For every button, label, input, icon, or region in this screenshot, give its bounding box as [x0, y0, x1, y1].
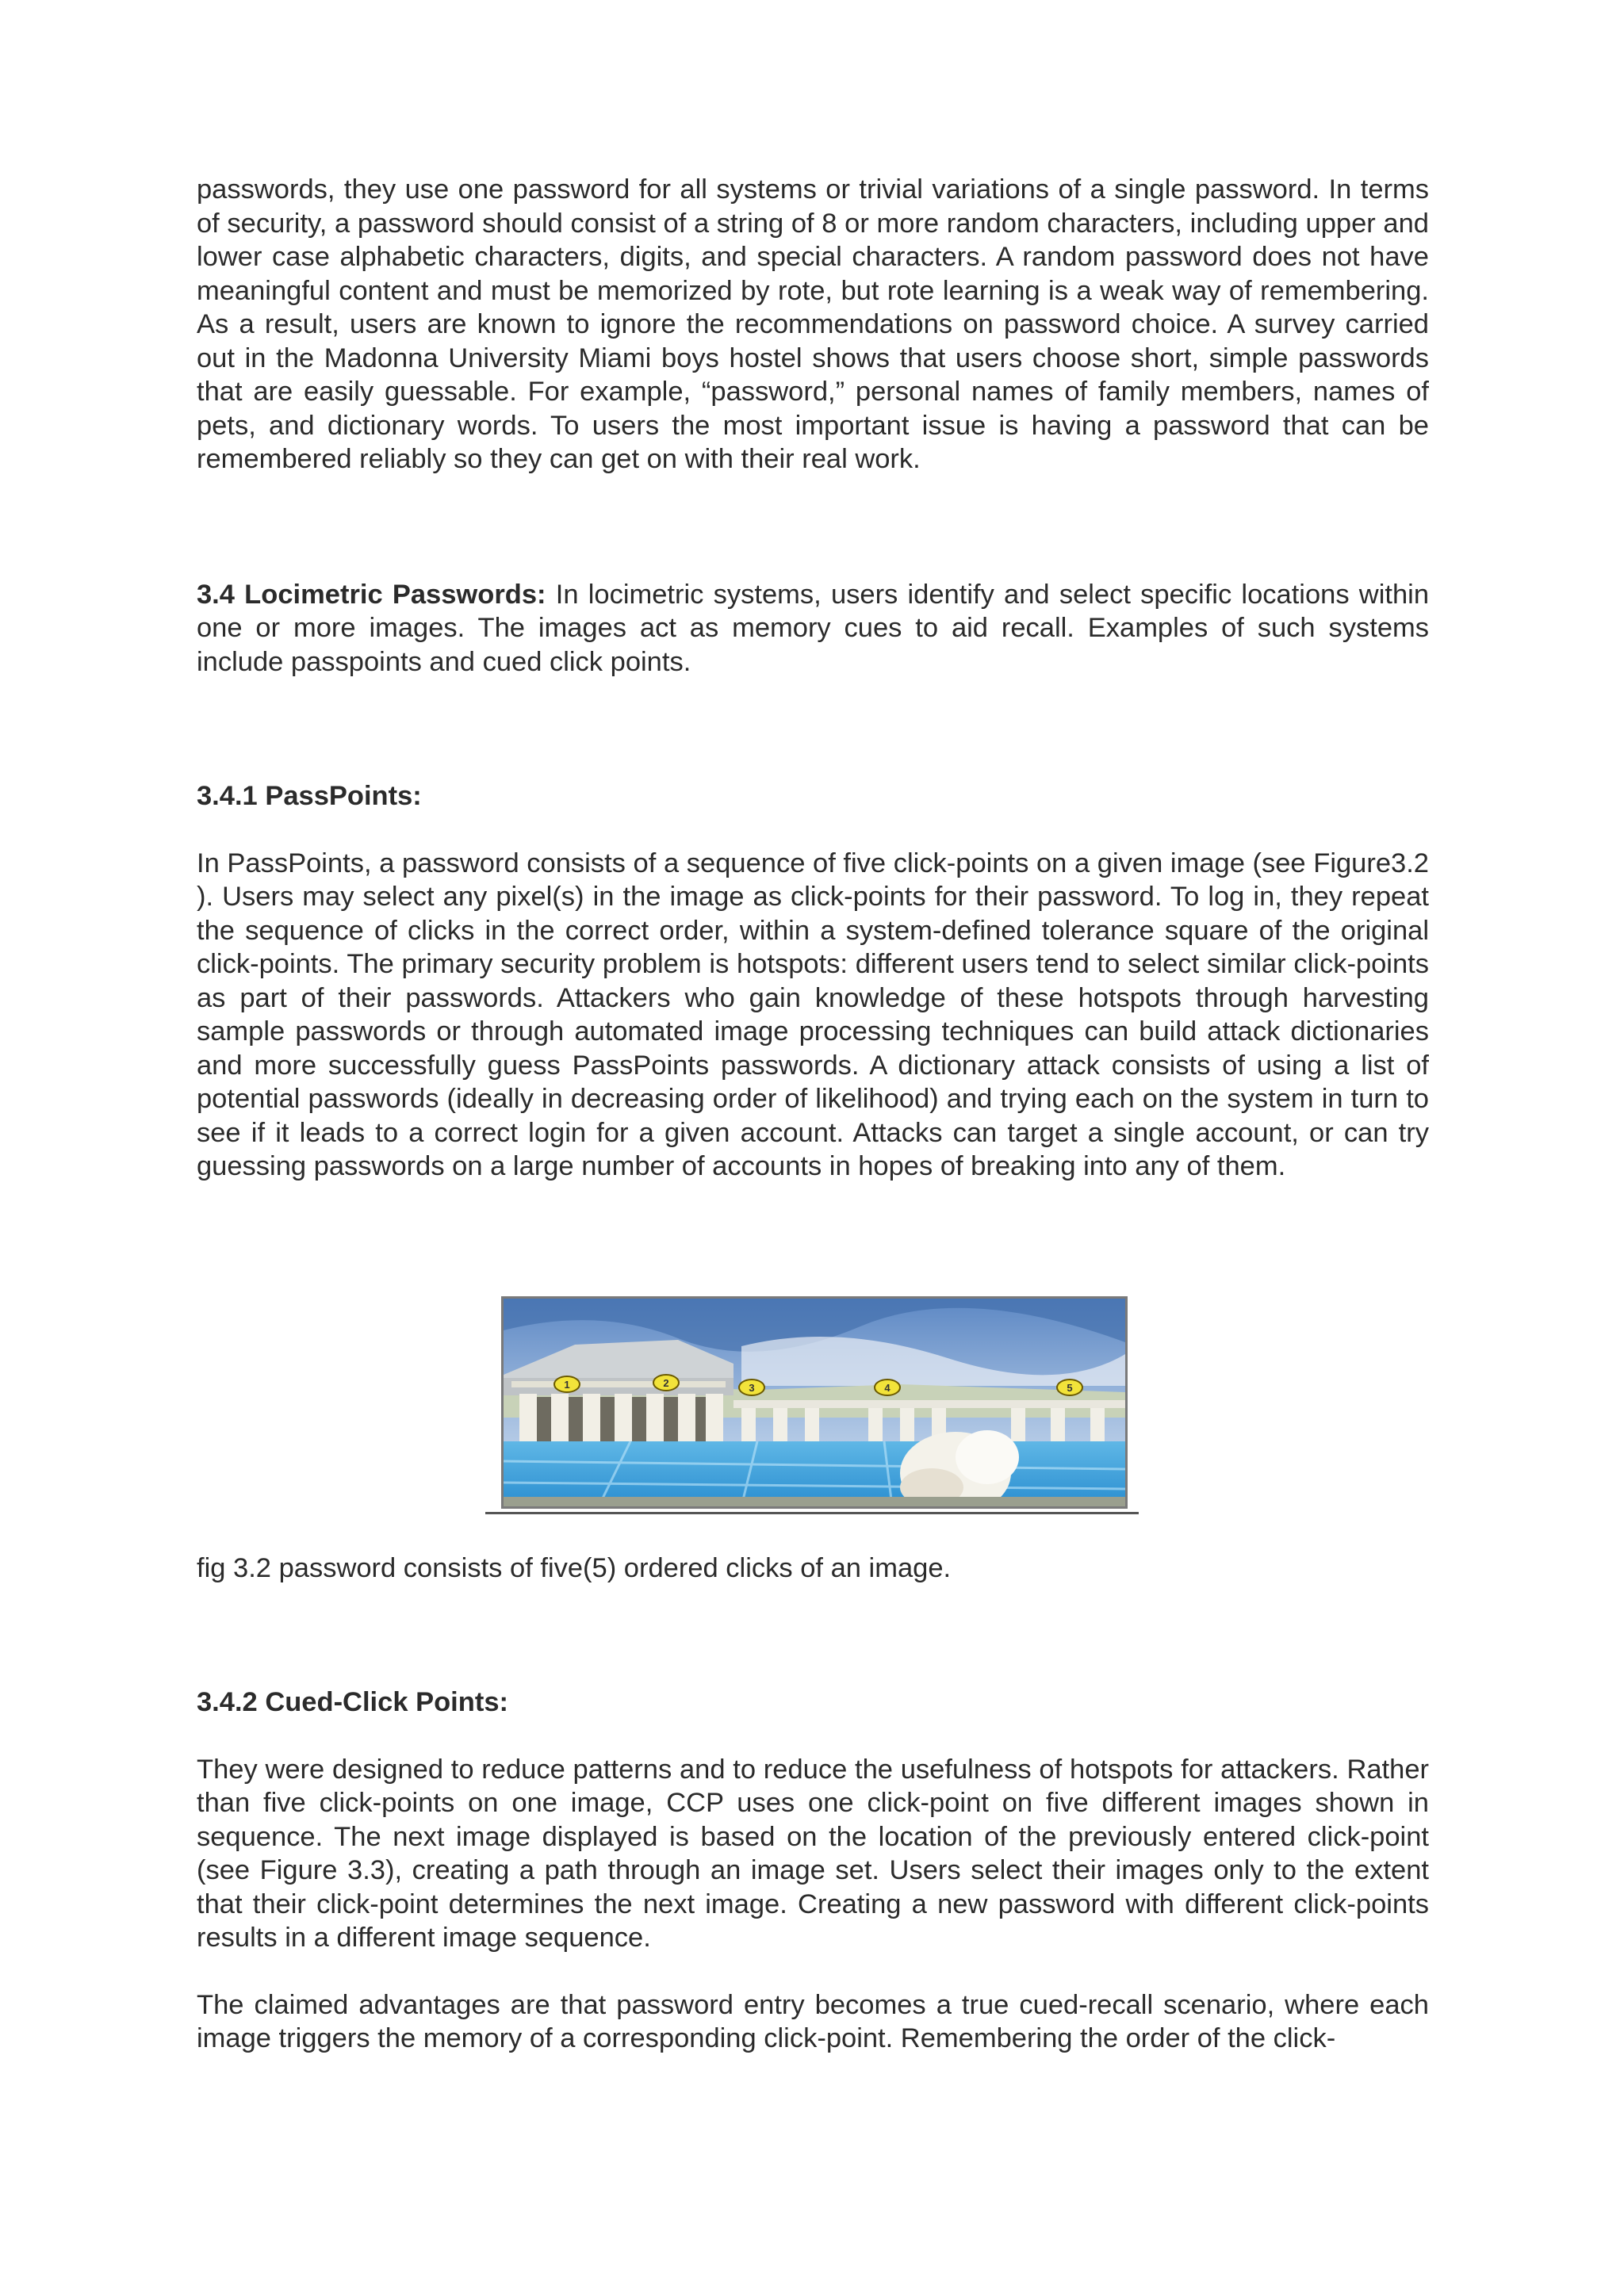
- svg-text:2: 2: [663, 1376, 669, 1389]
- heading-passpoints: 3.4.1 PassPoints:: [197, 781, 422, 811]
- click-marker-2: [653, 1375, 679, 1391]
- section-locimetric: [197, 578, 1429, 679]
- click-marker-1: [554, 1376, 580, 1392]
- click-marker-3: [739, 1380, 764, 1395]
- paragraph-locimetric: In locimetric systems, users identify and select specific locations within one or more images. The images act as memory cues to aid recall. Examples of such systems include passpoints and cued click points.: [197, 579, 1430, 677]
- svg-text:5: 5: [1067, 1381, 1073, 1394]
- svg-text:3: 3: [749, 1381, 755, 1394]
- click-marker-5: [1057, 1380, 1082, 1395]
- svg-text:4: 4: [884, 1381, 891, 1394]
- paragraph-passwords: passwords, they use one password for all systems or trivial variations of a single password. In terms of security, a password should consist of a string of 8 or more random characters, including upper and lower case alphabetic characters, digits, and special characters. A random password does not have meaningful content and must be memorized by rote, but rote learning is a weak way of remembering. As a result, users are known to ignore the recommendations on password choice. A survey carried out in the Madonna University Miami boys hostel shows that users choose short, simple passwords that are easily guessable. For example, “password,” personal names of family members, names of pets, and dictionary words. To users the most important issue is having a password that can be remembered reliably so they can get on with their real work.: [197, 174, 1429, 474]
- pool-temple-picture: [504, 1299, 1125, 1506]
- paragraph-ccp-2: The claimed advantages are that password entry becomes a true cued-recall scenario, where each image triggers the memory of a corresponding click-point. Remembering the order of the click-: [197, 1989, 1429, 2053]
- svg-text:1: 1: [564, 1378, 570, 1391]
- paragraph-passpoints: In PassPoints, a password consists of a sequence of five click-points on a given image (see Figure3.2 ). Users may select any pixel(s) in the image as click-points for their password. To log in, they repeat the sequence of clicks in the correct order, within a system-defined tolerance square of the original click-points. The primary security problem is hotspots: different users tend to select similar click-points as part of their passwords. Attackers who gain knowledge of these hotspots through harvesting sample passwords or through automated image processing techniques can build attack dictionaries and more successfully guess PassPoints passwords. A dictionary attack consists of using a list of potential passwords (ideally in decreasing order of likelihood) and trying each on the system in turn to see if it leads to a correct login for a given account. Attacks can target a single account, or can try guessing passwords on a large number of accounts in hopes of breaking into any of them.: [197, 848, 1429, 1181]
- click-marker-4: [875, 1380, 900, 1395]
- heading-cued-click-points: 3.4.2 Cued-Click Points:: [197, 1687, 509, 1717]
- paragraph-ccp-1: They were designed to reduce patterns and to reduce the usefulness of hotspots for attackers. Rather than five click-points on one image, CCP uses one click-point on five different images shown in sequence. The next image displayed is based on the location of the previously entered click-point (see Figure 3.3), creating a path through an image set. Users select their images only to the extent that their click-point determines the next image. Creating a new password with different click-points results in a different image sequence.: [197, 1754, 1429, 1953]
- pool-temple-image: [501, 1296, 1128, 1509]
- figure-3-2: [197, 1296, 1429, 1526]
- document-page: [197, 173, 1429, 2056]
- figure-caption: fig 3.2 password consists of five(5) ordered clicks of an image.: [197, 1552, 952, 1583]
- heading-locimetric: 3.4 Locimetric Passwords:: [197, 579, 546, 610]
- figure-baseline: [485, 1512, 1139, 1514]
